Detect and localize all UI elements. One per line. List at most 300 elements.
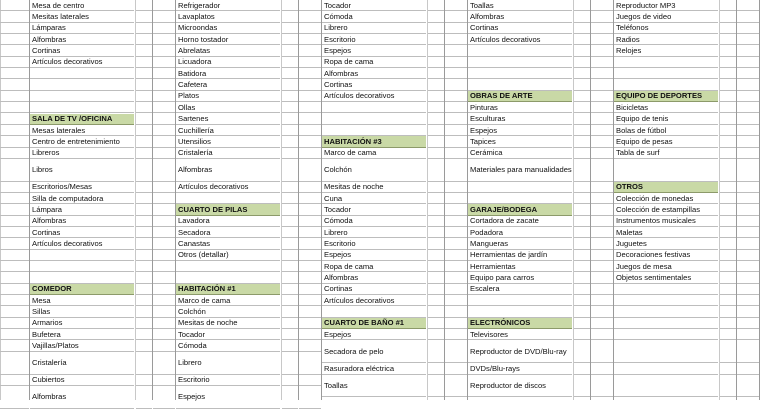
quantity-cell[interactable] [720,136,736,147]
quantity-cell[interactable] [136,23,152,34]
quantity-cell[interactable] [428,114,444,125]
quantity-cell[interactable] [428,216,444,227]
check-cell[interactable] [737,261,759,272]
quantity-cell[interactable] [282,375,298,386]
quantity-cell[interactable] [136,91,152,102]
quantity-cell[interactable] [428,318,444,329]
quantity-cell[interactable] [574,11,590,22]
quantity-cell[interactable] [282,159,298,182]
quantity-cell[interactable] [428,182,444,193]
quantity-cell[interactable] [720,159,736,182]
check-cell[interactable] [737,375,759,398]
quantity-cell[interactable] [282,352,298,375]
quantity-cell[interactable] [720,79,736,90]
quantity-cell[interactable] [574,261,590,272]
check-cell[interactable] [445,306,467,317]
quantity-cell[interactable] [720,148,736,159]
quantity-cell[interactable] [282,295,298,306]
check-cell[interactable] [591,45,613,56]
quantity-cell[interactable] [282,114,298,125]
quantity-cell[interactable] [428,363,444,374]
check-cell[interactable] [737,204,759,215]
quantity-cell[interactable] [720,261,736,272]
check-cell[interactable] [299,102,321,113]
check-cell[interactable] [445,159,467,182]
check-cell[interactable] [445,329,467,340]
check-cell[interactable] [153,284,175,295]
check-cell[interactable] [299,45,321,56]
quantity-cell[interactable] [720,102,736,113]
check-cell[interactable] [591,227,613,238]
quantity-cell[interactable] [574,250,590,261]
quantity-cell[interactable] [428,23,444,34]
check-cell[interactable] [299,11,321,22]
quantity-cell[interactable] [574,375,590,398]
check-cell[interactable] [153,23,175,34]
quantity-cell[interactable] [574,318,590,329]
quantity-cell[interactable] [282,238,298,249]
check-cell[interactable] [153,272,175,283]
check-cell[interactable] [153,295,175,306]
quantity-cell[interactable] [720,216,736,227]
check-cell[interactable] [153,250,175,261]
check-cell[interactable] [153,114,175,125]
quantity-cell[interactable] [428,329,444,340]
quantity-cell[interactable] [282,261,298,272]
check-cell[interactable] [299,34,321,45]
check-cell[interactable] [591,193,613,204]
check-cell[interactable] [445,68,467,79]
check-cell[interactable] [153,11,175,22]
check-cell[interactable] [445,216,467,227]
check-cell[interactable] [591,295,613,306]
quantity-cell[interactable] [282,57,298,68]
check-cell[interactable] [737,238,759,249]
check-cell[interactable] [445,261,467,272]
check-cell[interactable] [153,352,175,375]
check-cell[interactable] [153,68,175,79]
check-cell[interactable] [737,227,759,238]
quantity-cell[interactable] [428,91,444,102]
quantity-cell[interactable] [282,79,298,90]
quantity-cell[interactable] [574,193,590,204]
check-cell[interactable] [299,352,321,375]
quantity-cell[interactable] [720,329,736,340]
check-cell[interactable] [737,272,759,283]
quantity-cell[interactable] [282,148,298,159]
quantity-cell[interactable] [720,306,736,317]
quantity-cell[interactable] [574,0,590,11]
check-cell[interactable] [737,68,759,79]
check-cell[interactable] [737,136,759,147]
quantity-cell[interactable] [428,284,444,295]
quantity-cell[interactable] [428,68,444,79]
quantity-cell[interactable] [428,57,444,68]
check-cell[interactable] [591,11,613,22]
check-cell[interactable] [299,341,321,352]
check-cell[interactable] [299,227,321,238]
quantity-cell[interactable] [720,125,736,136]
check-cell[interactable] [153,136,175,147]
check-cell[interactable] [591,23,613,34]
check-cell[interactable] [737,57,759,68]
check-cell[interactable] [153,204,175,215]
check-cell[interactable] [299,182,321,193]
check-cell[interactable] [737,91,759,102]
quantity-cell[interactable] [136,159,152,182]
check-cell[interactable] [299,261,321,272]
quantity-cell[interactable] [720,34,736,45]
check-cell[interactable] [153,216,175,227]
quantity-cell[interactable] [136,284,152,295]
check-cell[interactable] [591,375,613,398]
check-cell[interactable] [445,79,467,90]
quantity-cell[interactable] [428,261,444,272]
check-cell[interactable] [299,318,321,329]
check-cell[interactable] [737,318,759,329]
check-cell[interactable] [445,45,467,56]
check-cell[interactable] [737,125,759,136]
check-cell[interactable] [737,114,759,125]
quantity-cell[interactable] [574,148,590,159]
check-cell[interactable] [737,193,759,204]
quantity-cell[interactable] [428,306,444,317]
check-cell[interactable] [299,238,321,249]
quantity-cell[interactable] [574,125,590,136]
quantity-cell[interactable] [574,57,590,68]
check-cell[interactable] [737,159,759,182]
quantity-cell[interactable] [136,11,152,22]
check-cell[interactable] [445,0,467,11]
check-cell[interactable] [153,306,175,317]
check-cell[interactable] [299,57,321,68]
quantity-cell[interactable] [136,148,152,159]
check-cell[interactable] [299,136,321,147]
check-cell[interactable] [299,306,321,317]
check-cell[interactable] [153,34,175,45]
quantity-cell[interactable] [574,159,590,182]
check-cell[interactable] [591,329,613,340]
quantity-cell[interactable] [136,329,152,340]
check-cell[interactable] [591,159,613,182]
quantity-cell[interactable] [574,295,590,306]
quantity-cell[interactable] [720,318,736,329]
check-cell[interactable] [153,102,175,113]
check-cell[interactable] [445,193,467,204]
quantity-cell[interactable] [574,136,590,147]
quantity-cell[interactable] [282,91,298,102]
check-cell[interactable] [591,136,613,147]
quantity-cell[interactable] [720,284,736,295]
quantity-cell[interactable] [136,341,152,352]
check-cell[interactable] [591,363,613,374]
check-cell[interactable] [299,375,321,386]
quantity-cell[interactable] [574,329,590,340]
check-cell[interactable] [591,57,613,68]
quantity-cell[interactable] [282,125,298,136]
quantity-cell[interactable] [282,193,298,204]
check-cell[interactable] [737,295,759,306]
quantity-cell[interactable] [428,159,444,182]
quantity-cell[interactable] [136,352,152,375]
quantity-cell[interactable] [428,102,444,113]
quantity-cell[interactable] [282,34,298,45]
check-cell[interactable] [445,341,467,364]
quantity-cell[interactable] [720,114,736,125]
quantity-cell[interactable] [428,238,444,249]
quantity-cell[interactable] [136,250,152,261]
check-cell[interactable] [445,34,467,45]
quantity-cell[interactable] [574,306,590,317]
quantity-cell[interactable] [574,341,590,364]
quantity-cell[interactable] [282,0,298,11]
check-cell[interactable] [591,91,613,102]
quantity-cell[interactable] [136,318,152,329]
quantity-cell[interactable] [136,68,152,79]
check-cell[interactable] [445,272,467,283]
check-cell[interactable] [445,227,467,238]
check-cell[interactable] [737,45,759,56]
check-cell[interactable] [737,148,759,159]
quantity-cell[interactable] [574,45,590,56]
quantity-cell[interactable] [428,125,444,136]
quantity-cell[interactable] [136,306,152,317]
check-cell[interactable] [299,159,321,182]
quantity-cell[interactable] [136,261,152,272]
check-cell[interactable] [445,148,467,159]
quantity-cell[interactable] [282,386,298,409]
check-cell[interactable] [445,250,467,261]
check-cell[interactable] [153,227,175,238]
quantity-cell[interactable] [136,79,152,90]
check-cell[interactable] [591,318,613,329]
check-cell[interactable] [737,11,759,22]
check-cell[interactable] [153,45,175,56]
check-cell[interactable] [445,125,467,136]
check-cell[interactable] [591,79,613,90]
quantity-cell[interactable] [720,272,736,283]
quantity-cell[interactable] [136,193,152,204]
quantity-cell[interactable] [136,182,152,193]
check-cell[interactable] [299,0,321,11]
quantity-cell[interactable] [574,227,590,238]
check-cell[interactable] [153,182,175,193]
quantity-cell[interactable] [720,341,736,364]
quantity-cell[interactable] [720,238,736,249]
check-cell[interactable] [299,329,321,340]
check-cell[interactable] [153,159,175,182]
check-cell[interactable] [153,193,175,204]
quantity-cell[interactable] [574,114,590,125]
quantity-cell[interactable] [574,79,590,90]
check-cell[interactable] [445,102,467,113]
quantity-cell[interactable] [574,68,590,79]
check-cell[interactable] [591,125,613,136]
quantity-cell[interactable] [282,23,298,34]
quantity-cell[interactable] [136,125,152,136]
check-cell[interactable] [737,0,759,11]
quantity-cell[interactable] [720,57,736,68]
quantity-cell[interactable] [428,11,444,22]
quantity-cell[interactable] [428,0,444,11]
check-cell[interactable] [591,341,613,364]
check-cell[interactable] [591,204,613,215]
quantity-cell[interactable] [720,193,736,204]
check-cell[interactable] [299,125,321,136]
quantity-cell[interactable] [720,375,736,398]
check-cell[interactable] [737,341,759,364]
check-cell[interactable] [153,341,175,352]
check-cell[interactable] [445,11,467,22]
check-cell[interactable] [737,250,759,261]
quantity-cell[interactable] [720,182,736,193]
quantity-cell[interactable] [136,227,152,238]
quantity-cell[interactable] [282,102,298,113]
check-cell[interactable] [591,0,613,11]
check-cell[interactable] [153,91,175,102]
check-cell[interactable] [591,34,613,45]
quantity-cell[interactable] [282,250,298,261]
quantity-cell[interactable] [574,23,590,34]
quantity-cell[interactable] [136,0,152,11]
quantity-cell[interactable] [428,341,444,364]
check-cell[interactable] [445,182,467,193]
quantity-cell[interactable] [720,68,736,79]
quantity-cell[interactable] [428,34,444,45]
check-cell[interactable] [737,182,759,193]
check-cell[interactable] [299,216,321,227]
quantity-cell[interactable] [720,204,736,215]
check-cell[interactable] [591,102,613,113]
quantity-cell[interactable] [136,375,152,386]
quantity-cell[interactable] [720,227,736,238]
quantity-cell[interactable] [428,79,444,90]
quantity-cell[interactable] [574,102,590,113]
quantity-cell[interactable] [136,295,152,306]
quantity-cell[interactable] [136,386,152,409]
quantity-cell[interactable] [574,182,590,193]
check-cell[interactable] [153,329,175,340]
quantity-cell[interactable] [720,363,736,374]
check-cell[interactable] [591,238,613,249]
quantity-cell[interactable] [282,11,298,22]
check-cell[interactable] [445,284,467,295]
quantity-cell[interactable] [428,148,444,159]
quantity-cell[interactable] [428,295,444,306]
quantity-cell[interactable] [282,318,298,329]
check-cell[interactable] [591,306,613,317]
quantity-cell[interactable] [282,68,298,79]
check-cell[interactable] [153,148,175,159]
quantity-cell[interactable] [282,216,298,227]
check-cell[interactable] [299,250,321,261]
quantity-cell[interactable] [428,227,444,238]
quantity-cell[interactable] [282,204,298,215]
check-cell[interactable] [299,204,321,215]
check-cell[interactable] [445,238,467,249]
check-cell[interactable] [445,375,467,398]
check-cell[interactable] [153,79,175,90]
check-cell[interactable] [445,57,467,68]
check-cell[interactable] [591,182,613,193]
quantity-cell[interactable] [136,57,152,68]
check-cell[interactable] [299,284,321,295]
check-cell[interactable] [591,284,613,295]
check-cell[interactable] [153,238,175,249]
check-cell[interactable] [153,261,175,272]
quantity-cell[interactable] [136,136,152,147]
quantity-cell[interactable] [574,34,590,45]
check-cell[interactable] [299,91,321,102]
quantity-cell[interactable] [574,216,590,227]
check-cell[interactable] [299,148,321,159]
check-cell[interactable] [299,23,321,34]
quantity-cell[interactable] [136,34,152,45]
quantity-cell[interactable] [282,182,298,193]
check-cell[interactable] [299,272,321,283]
check-cell[interactable] [737,102,759,113]
quantity-cell[interactable] [428,204,444,215]
quantity-cell[interactable] [428,193,444,204]
check-cell[interactable] [153,57,175,68]
check-cell[interactable] [299,68,321,79]
quantity-cell[interactable] [282,329,298,340]
check-cell[interactable] [737,329,759,340]
check-cell[interactable] [445,295,467,306]
check-cell[interactable] [299,193,321,204]
quantity-cell[interactable] [428,45,444,56]
quantity-cell[interactable] [428,375,444,398]
quantity-cell[interactable] [136,45,152,56]
quantity-cell[interactable] [574,363,590,374]
check-cell[interactable] [445,318,467,329]
quantity-cell[interactable] [136,272,152,283]
quantity-cell[interactable] [136,114,152,125]
check-cell[interactable] [153,375,175,386]
quantity-cell[interactable] [720,11,736,22]
quantity-cell[interactable] [574,91,590,102]
quantity-cell[interactable] [428,250,444,261]
quantity-cell[interactable] [574,272,590,283]
quantity-cell[interactable] [574,204,590,215]
quantity-cell[interactable] [720,45,736,56]
quantity-cell[interactable] [428,272,444,283]
check-cell[interactable] [445,363,467,374]
quantity-cell[interactable] [574,238,590,249]
quantity-cell[interactable] [282,136,298,147]
quantity-cell[interactable] [720,0,736,11]
check-cell[interactable] [591,114,613,125]
check-cell[interactable] [153,318,175,329]
quantity-cell[interactable] [282,45,298,56]
quantity-cell[interactable] [574,284,590,295]
check-cell[interactable] [737,23,759,34]
check-cell[interactable] [299,295,321,306]
quantity-cell[interactable] [428,136,444,147]
check-cell[interactable] [737,34,759,45]
quantity-cell[interactable] [282,306,298,317]
quantity-cell[interactable] [136,204,152,215]
quantity-cell[interactable] [136,238,152,249]
check-cell[interactable] [153,386,175,409]
check-cell[interactable] [591,250,613,261]
check-cell[interactable] [445,114,467,125]
check-cell[interactable] [445,204,467,215]
check-cell[interactable] [445,136,467,147]
check-cell[interactable] [591,216,613,227]
quantity-cell[interactable] [136,102,152,113]
quantity-cell[interactable] [720,295,736,306]
